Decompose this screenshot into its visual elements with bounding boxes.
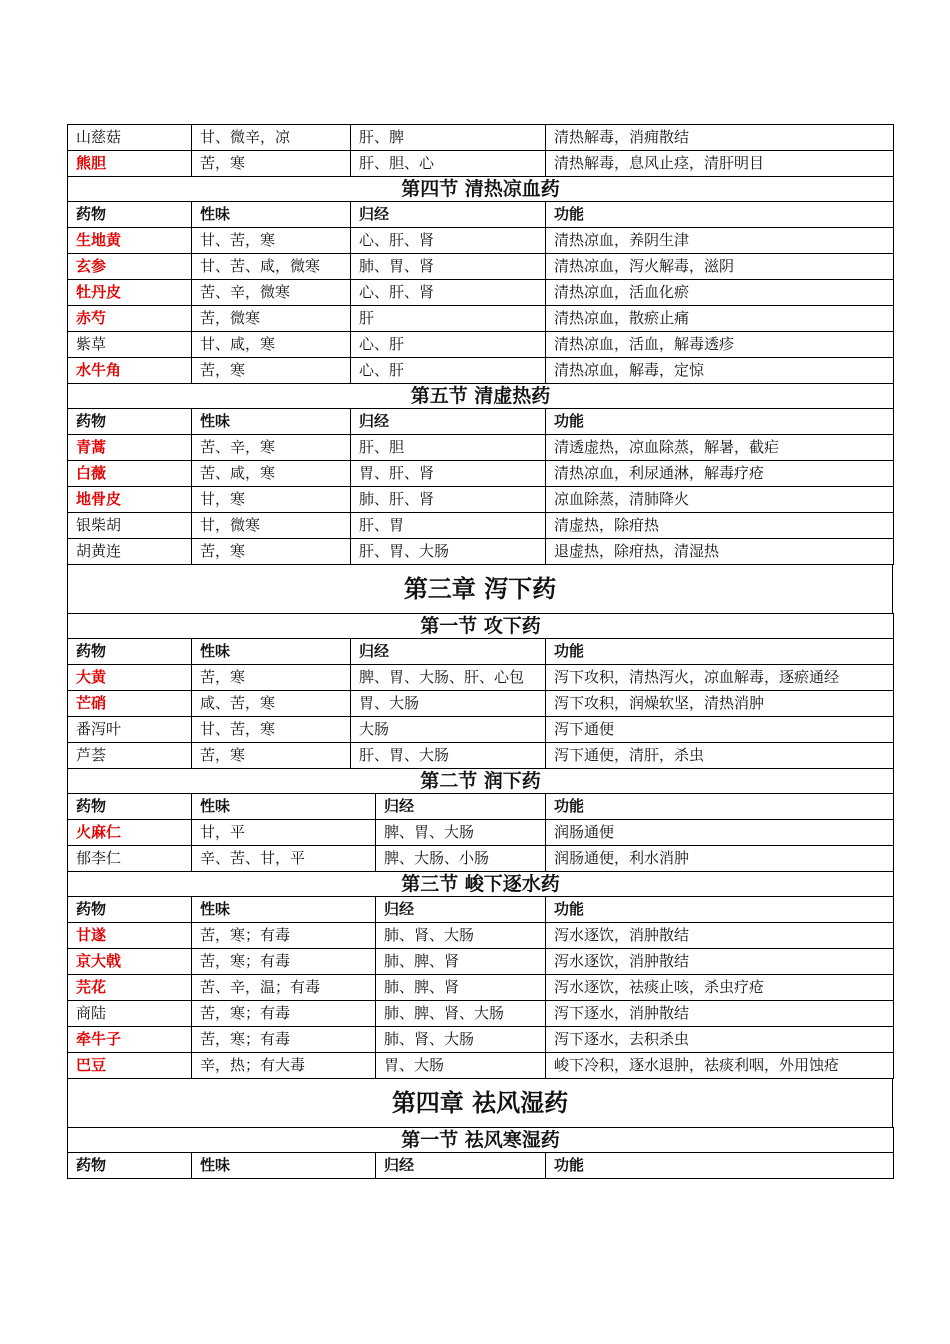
herb-name: 赤芍 (68, 306, 192, 332)
column-header: 归经 (376, 794, 546, 820)
herb-meridian: 肝、胃 (351, 513, 546, 539)
column-header: 药物 (68, 639, 192, 665)
table-row (68, 125, 894, 151)
herb-meridian: 胃、肝、肾 (351, 461, 546, 487)
column-header: 功能 (546, 1153, 894, 1179)
column-header: 功能 (546, 202, 894, 228)
herb-table (67, 124, 894, 177)
chapter-table (67, 564, 893, 614)
herb-table (67, 176, 894, 384)
herb-name: 大黄 (68, 665, 192, 691)
herb-taste: 苦，寒 (192, 743, 351, 769)
column-header: 性味 (192, 1153, 376, 1179)
column-header-row (68, 202, 894, 228)
herb-meridian: 肝、脾 (351, 125, 546, 151)
herb-meridian: 肝、胆 (351, 435, 546, 461)
herb-name: 熊胆 (68, 151, 192, 177)
herb-name: 青蒿 (68, 435, 192, 461)
table-row (68, 743, 894, 769)
herb-taste: 甘，平 (192, 820, 376, 846)
herb-taste: 甘，微寒 (192, 513, 351, 539)
herb-table (67, 1127, 894, 1179)
column-header: 性味 (192, 639, 351, 665)
section-title-row (68, 177, 894, 202)
herb-name: 白薇 (68, 461, 192, 487)
herb-name: 紫草 (68, 332, 192, 358)
herb-meridian: 胃、大肠 (376, 1053, 546, 1079)
herb-meridian: 肝、胃、大肠 (351, 743, 546, 769)
herb-taste: 辛，热；有大毒 (192, 1053, 376, 1079)
table-row (68, 717, 894, 743)
herb-taste: 甘、苦，寒 (192, 228, 351, 254)
table-row (68, 1001, 894, 1027)
table-row (68, 665, 894, 691)
table-row (68, 435, 894, 461)
herb-name: 甘遂 (68, 923, 192, 949)
herb-name: 水牛角 (68, 358, 192, 384)
column-header: 归经 (376, 897, 546, 923)
section-title-row (68, 769, 894, 794)
column-header: 功能 (546, 897, 894, 923)
column-header-row (68, 794, 894, 820)
herb-meridian: 肝、胆、心 (351, 151, 546, 177)
herb-name: 山慈菇 (68, 125, 192, 151)
herb-function: 凉血除蒸，清肺降火 (546, 487, 894, 513)
chapter-title-row (68, 1079, 893, 1128)
herb-table (67, 613, 894, 769)
column-header-row (68, 409, 894, 435)
section-title-row (68, 614, 894, 639)
herb-meridian: 心、肝、肾 (351, 280, 546, 306)
herb-function: 清透虚热，凉血除蒸，解暑，截疟 (546, 435, 894, 461)
herb-table (67, 768, 894, 872)
table-row (68, 1027, 894, 1053)
herb-taste: 甘、微辛，凉 (192, 125, 351, 151)
herb-name: 郁李仁 (68, 846, 192, 872)
herb-taste: 苦，寒；有毒 (192, 1001, 376, 1027)
herb-taste: 辛、苦、甘，平 (192, 846, 376, 872)
herb-meridian: 肺、脾、肾 (376, 975, 546, 1001)
table-row (68, 691, 894, 717)
section-title: 第一节 祛风寒湿药 (68, 1128, 894, 1153)
table-row (68, 358, 894, 384)
herb-meridian: 大肠 (351, 717, 546, 743)
herb-name: 火麻仁 (68, 820, 192, 846)
herb-function: 泻下通便，清肝，杀虫 (546, 743, 894, 769)
herb-taste: 甘、苦、咸，微寒 (192, 254, 351, 280)
column-header: 性味 (192, 409, 351, 435)
herb-name: 商陆 (68, 1001, 192, 1027)
herb-function: 清热凉血，利尿通淋，解毒疗疮 (546, 461, 894, 487)
herb-name: 玄参 (68, 254, 192, 280)
table-row (68, 975, 894, 1001)
table-row (68, 332, 894, 358)
herb-meridian: 肝、胃、大肠 (351, 539, 546, 565)
table-row (68, 949, 894, 975)
herb-name: 巴豆 (68, 1053, 192, 1079)
herb-taste: 苦，寒；有毒 (192, 1027, 376, 1053)
column-header: 药物 (68, 1153, 192, 1179)
herb-taste: 甘、咸，寒 (192, 332, 351, 358)
herb-name: 芫花 (68, 975, 192, 1001)
table-row (68, 539, 894, 565)
chapter-title: 第四章 祛风湿药 (68, 1079, 893, 1128)
herb-taste: 苦，寒 (192, 665, 351, 691)
herb-function: 泻水逐饮，祛痰止咳，杀虫疗疮 (546, 975, 894, 1001)
herb-function: 泻水逐饮，消肿散结 (546, 949, 894, 975)
column-header: 性味 (192, 794, 376, 820)
column-header: 功能 (546, 639, 894, 665)
herb-function: 清热凉血，散瘀止痛 (546, 306, 894, 332)
herb-meridian: 脾、大肠、小肠 (376, 846, 546, 872)
herb-name: 胡黄连 (68, 539, 192, 565)
herb-function: 清热解毒，息风止痉，清肝明目 (546, 151, 894, 177)
herb-function: 退虚热，除疳热，清湿热 (546, 539, 894, 565)
herb-taste: 苦，寒 (192, 358, 351, 384)
herb-meridian: 肝 (351, 306, 546, 332)
section-title-row (68, 1128, 894, 1153)
herb-taste: 苦，寒；有毒 (192, 949, 376, 975)
herb-taste: 甘、苦，寒 (192, 717, 351, 743)
herb-function: 泻下通便 (546, 717, 894, 743)
herb-name: 芦荟 (68, 743, 192, 769)
chapter-title-row (68, 565, 893, 614)
herb-function: 润肠通便，利水消肿 (546, 846, 894, 872)
table-row (68, 487, 894, 513)
column-header: 性味 (192, 897, 376, 923)
column-header-row (68, 639, 894, 665)
section-title: 第二节 润下药 (68, 769, 894, 794)
herb-meridian: 胃、大肠 (351, 691, 546, 717)
herb-meridian: 肺、肝、肾 (351, 487, 546, 513)
herb-meridian: 脾、胃、大肠 (376, 820, 546, 846)
herb-meridian: 肺、脾、肾 (376, 949, 546, 975)
herb-taste: 苦，寒 (192, 151, 351, 177)
herb-name: 京大戟 (68, 949, 192, 975)
herb-meridian: 心、肝、肾 (351, 228, 546, 254)
herb-name: 生地黄 (68, 228, 192, 254)
herb-taste: 甘，寒 (192, 487, 351, 513)
herb-taste: 苦，微寒 (192, 306, 351, 332)
column-header: 药物 (68, 202, 192, 228)
section-title: 第五节 清虚热药 (68, 384, 894, 409)
herb-name: 牡丹皮 (68, 280, 192, 306)
section-title-row (68, 384, 894, 409)
herb-function: 清热凉血，活血化瘀 (546, 280, 894, 306)
herb-function: 峻下冷积，逐水退肿，祛痰利咽，外用蚀疮 (546, 1053, 894, 1079)
section-title-row (68, 872, 894, 897)
herb-meridian: 肺、脾、肾、大肠 (376, 1001, 546, 1027)
herb-function: 泻下攻积，润燥软坚，清热消肿 (546, 691, 894, 717)
table-row (68, 846, 894, 872)
column-header: 归经 (351, 202, 546, 228)
herb-taste: 苦、咸，寒 (192, 461, 351, 487)
herb-meridian: 心、肝 (351, 358, 546, 384)
table-row (68, 306, 894, 332)
chapter-title: 第三章 泻下药 (68, 565, 893, 614)
herb-taste: 苦、辛，微寒 (192, 280, 351, 306)
column-header: 功能 (546, 794, 894, 820)
table-row (68, 513, 894, 539)
herb-function: 清热解毒，消痈散结 (546, 125, 894, 151)
herb-function: 清热凉血，泻火解毒，滋阴 (546, 254, 894, 280)
herb-taste: 苦，寒 (192, 539, 351, 565)
section-title: 第四节 清热凉血药 (68, 177, 894, 202)
herb-function: 清热凉血，养阴生津 (546, 228, 894, 254)
column-header: 归经 (376, 1153, 546, 1179)
herb-function: 润肠通便 (546, 820, 894, 846)
herb-meridian: 肺、肾、大肠 (376, 1027, 546, 1053)
document-page (67, 124, 893, 1179)
column-header: 功能 (546, 409, 894, 435)
section-title: 第一节 攻下药 (68, 614, 894, 639)
herb-meridian: 脾、胃、大肠、肝、心包 (351, 665, 546, 691)
herb-function: 泻下逐水，消肿散结 (546, 1001, 894, 1027)
column-header-row (68, 1153, 894, 1179)
column-header: 药物 (68, 794, 192, 820)
herb-function: 泻下攻积，清热泻火，凉血解毒，逐瘀通经 (546, 665, 894, 691)
table-row (68, 254, 894, 280)
column-header-row (68, 897, 894, 923)
section-title: 第三节 峻下逐水药 (68, 872, 894, 897)
herb-name: 银柴胡 (68, 513, 192, 539)
herb-name: 地骨皮 (68, 487, 192, 513)
table-row (68, 151, 894, 177)
herb-function: 清热凉血，活血，解毒透疹 (546, 332, 894, 358)
table-row (68, 280, 894, 306)
column-header: 药物 (68, 897, 192, 923)
column-header: 药物 (68, 409, 192, 435)
chapter-table (67, 1078, 893, 1128)
herb-function: 泻下逐水，去积杀虫 (546, 1027, 894, 1053)
herb-meridian: 心、肝 (351, 332, 546, 358)
table-row (68, 820, 894, 846)
herb-meridian: 肺、胃、肾 (351, 254, 546, 280)
herb-name: 芒硝 (68, 691, 192, 717)
herb-taste: 苦、辛，寒 (192, 435, 351, 461)
herb-table (67, 383, 894, 565)
table-row (68, 923, 894, 949)
herb-function: 清虚热，除疳热 (546, 513, 894, 539)
herb-meridian: 肺、肾、大肠 (376, 923, 546, 949)
herb-taste: 苦、辛，温；有毒 (192, 975, 376, 1001)
herb-name: 番泻叶 (68, 717, 192, 743)
herb-name: 牵牛子 (68, 1027, 192, 1053)
table-row (68, 228, 894, 254)
herb-function: 清热凉血，解毒，定惊 (546, 358, 894, 384)
table-row (68, 1053, 894, 1079)
column-header: 归经 (351, 409, 546, 435)
herb-table (67, 871, 894, 1079)
herb-taste: 咸、苦，寒 (192, 691, 351, 717)
column-header: 归经 (351, 639, 546, 665)
table-row (68, 461, 894, 487)
herb-taste: 苦，寒；有毒 (192, 923, 376, 949)
herb-function: 泻水逐饮，消肿散结 (546, 923, 894, 949)
column-header: 性味 (192, 202, 351, 228)
